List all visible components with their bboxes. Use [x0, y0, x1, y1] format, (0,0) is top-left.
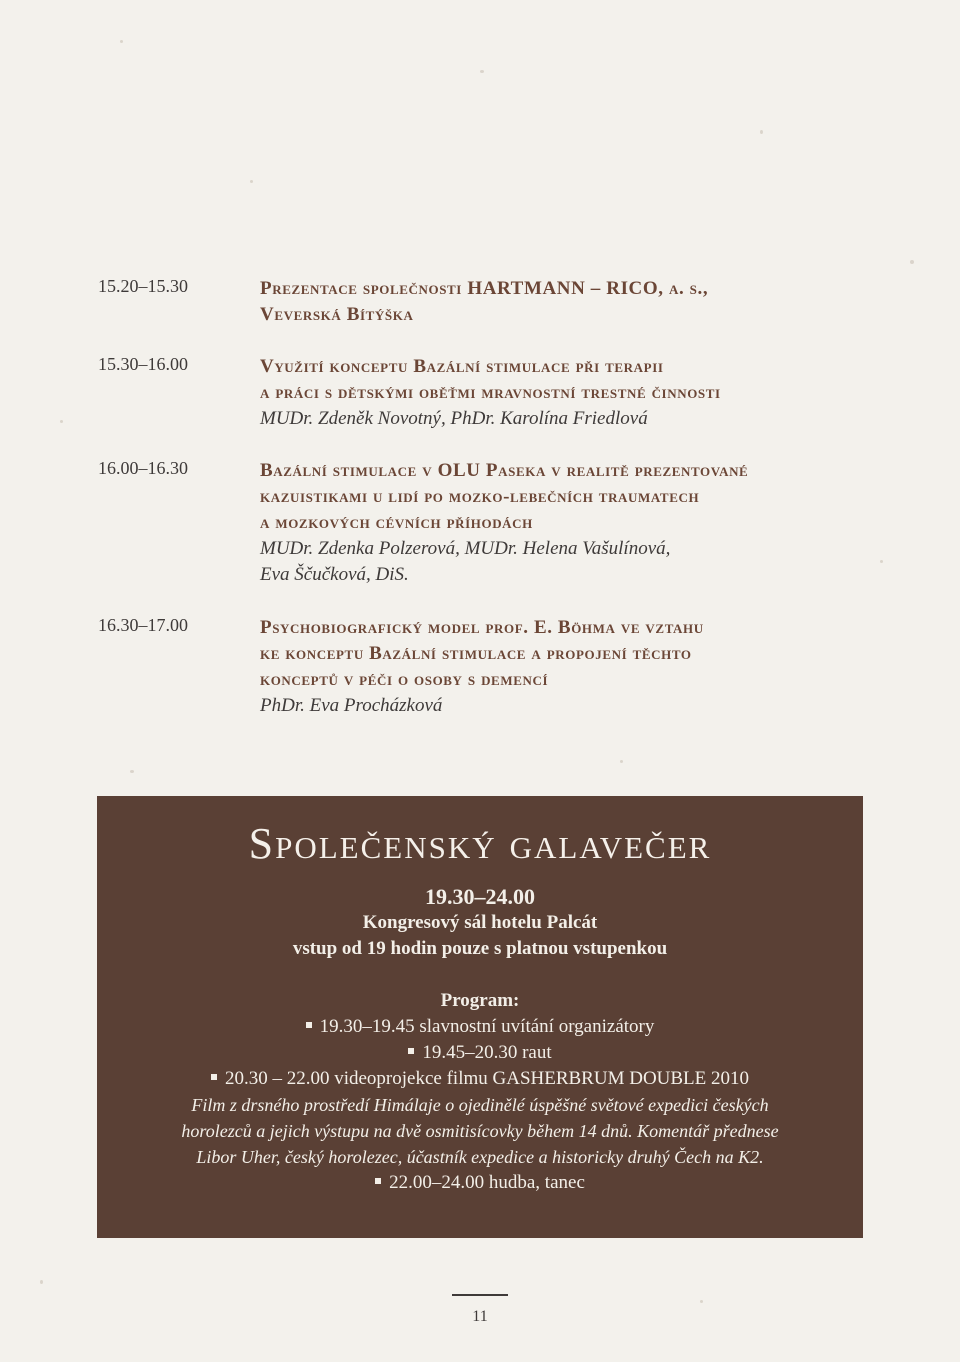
- schedule-time: 16.30–17.00: [98, 615, 188, 635]
- gala-entry-note: vstup od 19 hodin pouze s platnou vstupenkou: [292, 938, 668, 959]
- program-item: [97, 1040, 863, 1066]
- program-item: [97, 1066, 863, 1092]
- gala-evening-box: [97, 796, 863, 1238]
- page-number: 11: [472, 1308, 488, 1325]
- paper-speckle: [60, 420, 63, 423]
- gala-time: 19.30–24.00: [425, 884, 535, 909]
- program-item: [97, 1014, 863, 1040]
- schedule-time: 15.20–15.30: [98, 276, 188, 296]
- schedule-time: 16.00–16.30: [98, 458, 188, 478]
- paper-speckle: [880, 560, 883, 563]
- film-description-line: horolezců a jejich výstupu na dvě osmitisícovky během 14 dnů. Komentář přednese: [181, 1121, 779, 1141]
- paper-speckle: [250, 180, 253, 183]
- schedule-title: Prezentace společnosti HARTMANN – RICO, a. s., Veverská Bítýška: [260, 278, 709, 325]
- film-description-line: Film z drsného prostředí Himálaje o ojedinělé úspěšné světové expedici českých: [191, 1095, 769, 1115]
- paper-speckle: [910, 260, 914, 264]
- page-number-rule: [452, 1294, 508, 1296]
- gala-title: Společenský galavečer: [248, 819, 712, 868]
- program-item-text: 20.30 – 22.00 videoprojekce filmu GASHERBRUM DOUBLE 2010: [224, 1068, 750, 1089]
- schedule-title: Bazální stimulace v OLU Paseka v realitě prezentované kazuistikami u lidí po mozko-lebečních traumatech a mozkových cévních příhodách: [260, 460, 749, 533]
- schedule-speaker: MUDr. Zdeněk Novotný, PhDr. Karolína Friedlová: [260, 408, 648, 429]
- bullet-icon: [211, 1074, 217, 1080]
- program-item-text: 19.45–20.30 raut: [422, 1042, 552, 1063]
- paper-speckle: [620, 760, 623, 763]
- program-item: [97, 1170, 863, 1196]
- paper-speckle: [120, 40, 123, 43]
- bullet-icon: [306, 1022, 312, 1028]
- bullet-icon: [375, 1178, 381, 1184]
- gala-venue: Kongresový sál hotelu Palcát: [362, 912, 598, 933]
- paper-speckle: [480, 70, 484, 73]
- paper-speckle: [760, 130, 763, 134]
- program-item-text: 22.00–24.00 hudba, tanec: [389, 1172, 585, 1193]
- bullet-icon: [408, 1048, 414, 1054]
- program-label: Program:: [440, 990, 520, 1011]
- paper-speckle: [40, 1280, 43, 1284]
- schedule-title: Využití konceptu Bazální stimulace při terapii a práci s dětskými oběťmi mravnostní trestné činnosti: [260, 356, 721, 403]
- schedule-title: Psychobiografický model prof. E. Böhma ve vztahu ke konceptu Bazální stimulace a propojení těchto konceptů v péči o osoby s demencí: [260, 617, 704, 690]
- schedule-speaker: PhDr. Eva Procházková: [260, 695, 443, 716]
- paper-speckle: [700, 1300, 703, 1303]
- paper-speckle: [130, 770, 134, 773]
- film-description-line: Libor Uher, český horolezec, účastník expedice a historicky druhý Čech na K2.: [196, 1147, 764, 1167]
- schedule-speaker: MUDr. Zdenka Polzerová, MUDr. Helena Vašulínová, Eva Ščučková, DiS.: [260, 538, 671, 585]
- program-item-text: 19.30–19.45 slavnostní uvítání organizátory: [319, 1016, 655, 1037]
- schedule-time: 15.30–16.00: [98, 354, 188, 374]
